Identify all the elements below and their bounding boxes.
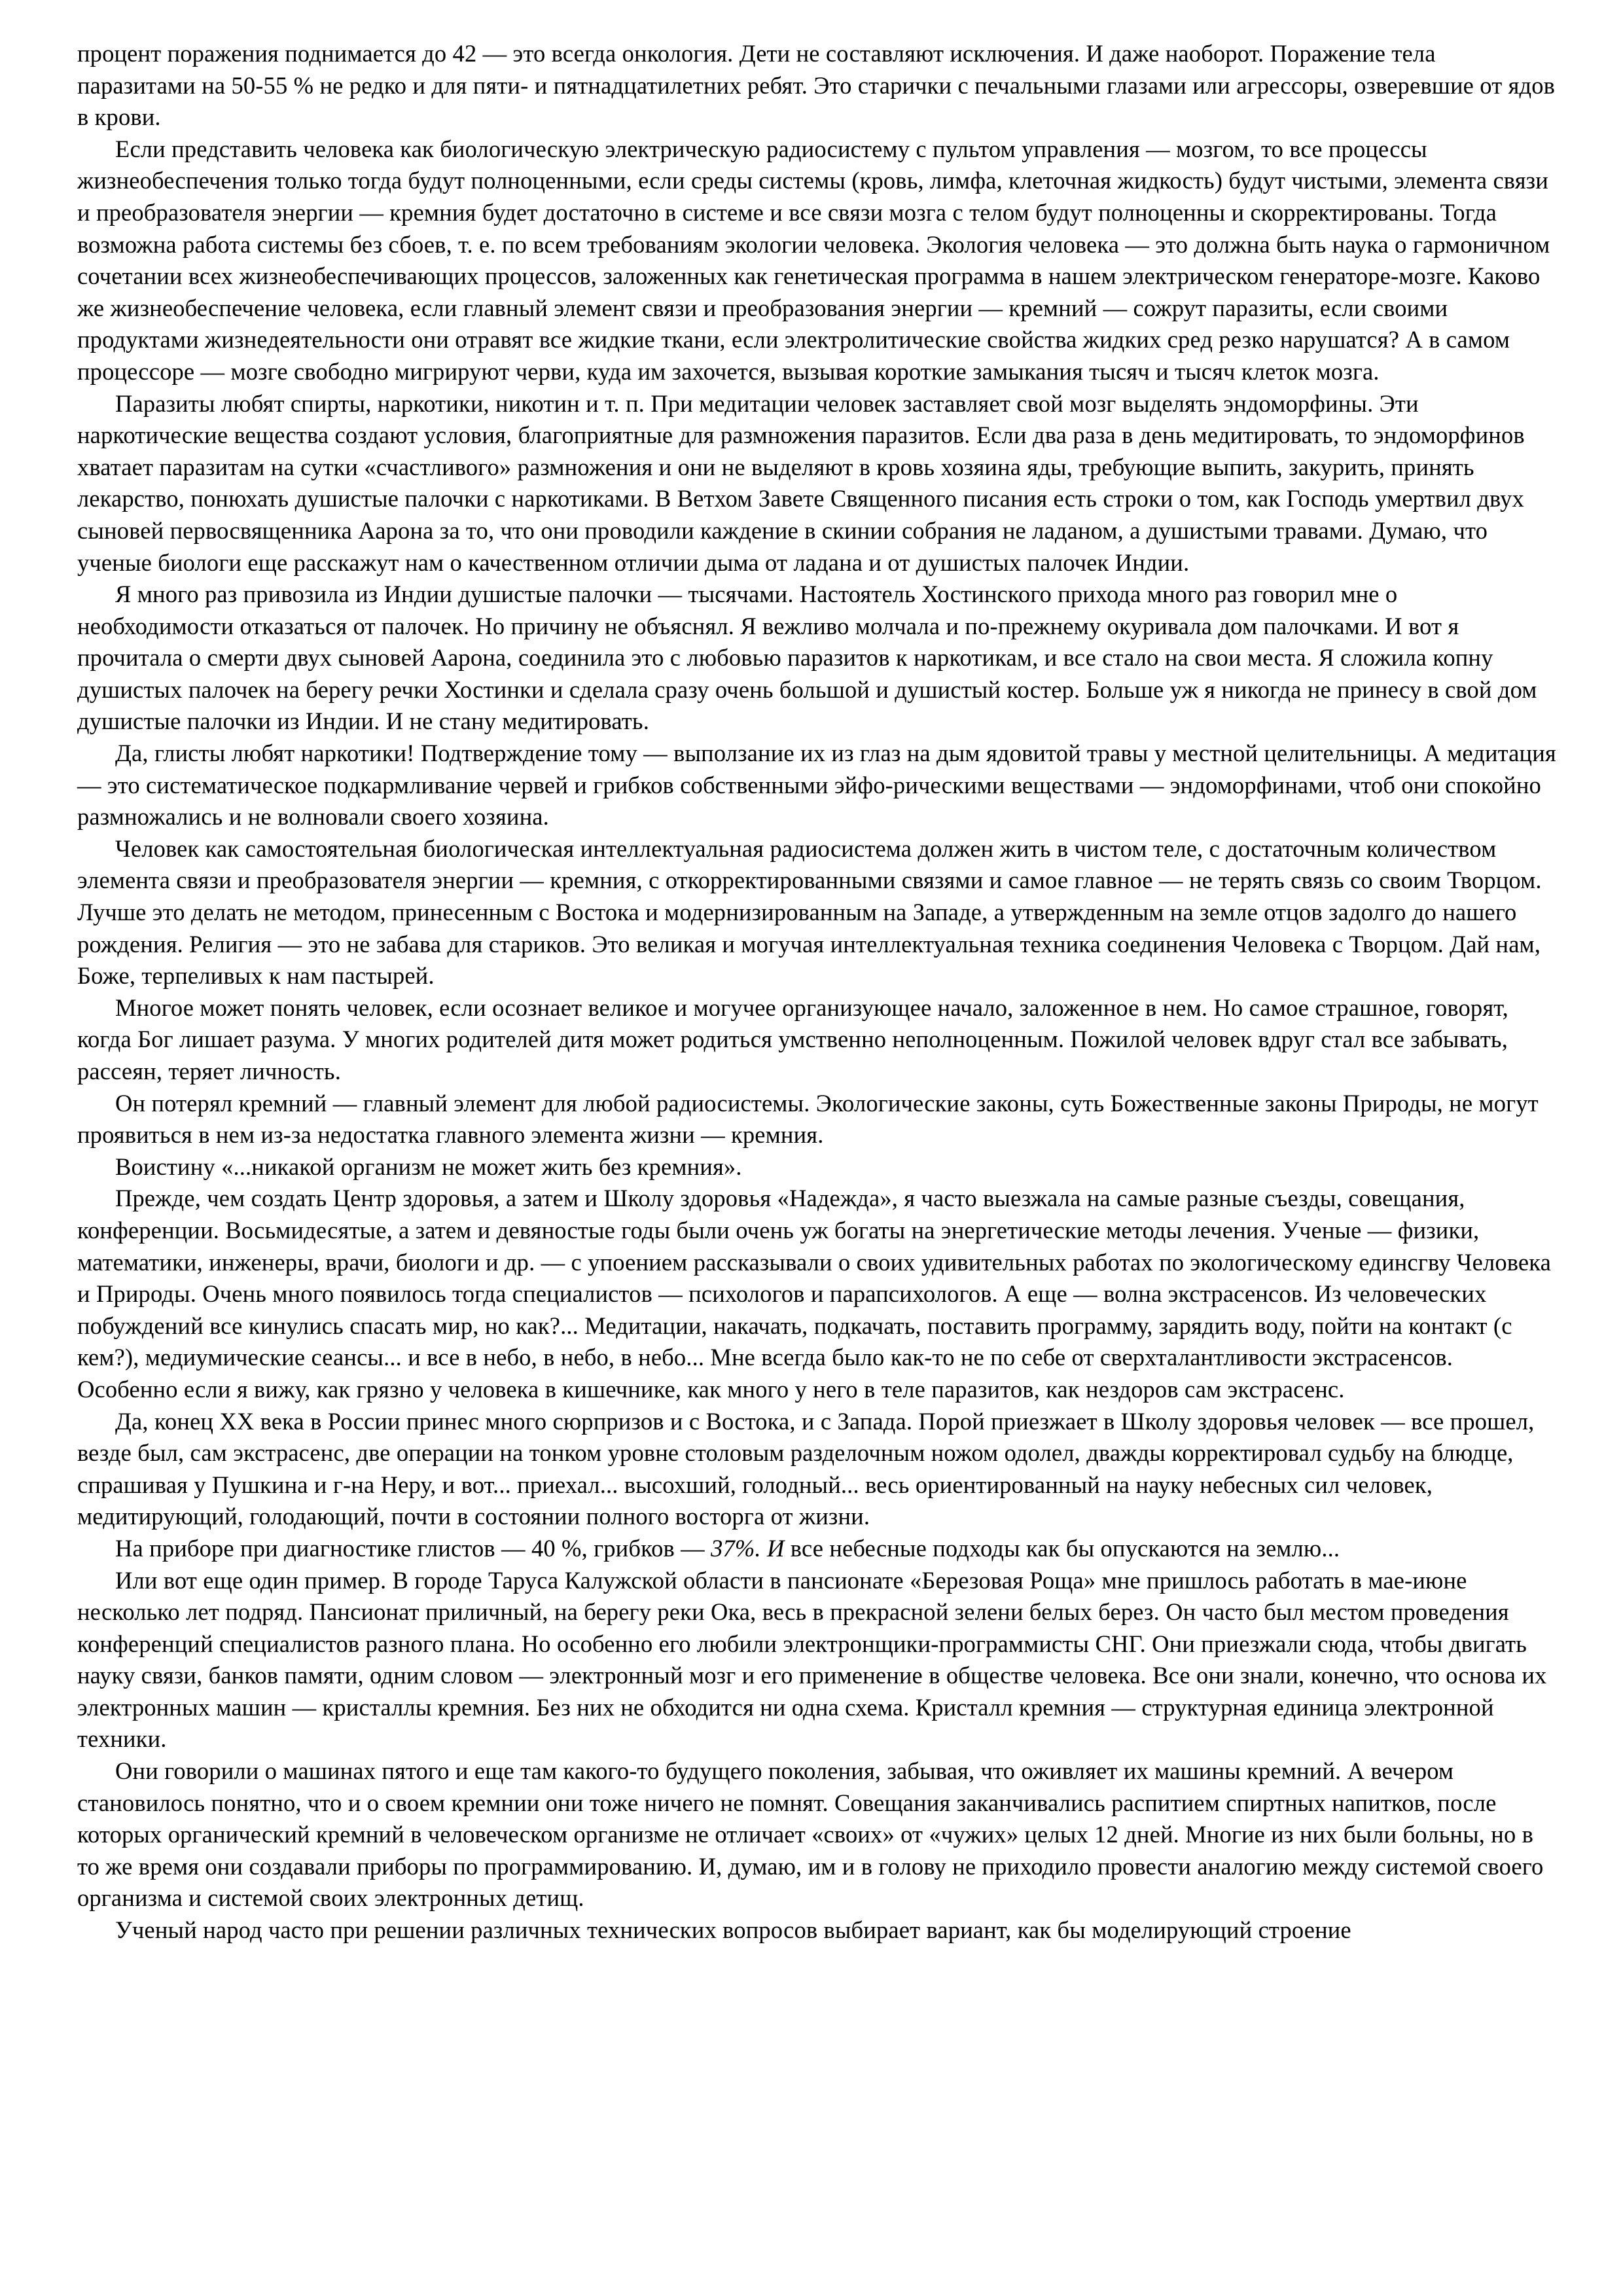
paragraph-10: Прежде, чем создать Центр здоровья, а затем и Школу здоровья «Надежда», я часто выезжала на самые разные съезды, совещания, конференции. Восьмидесятые, а затем и девяностые годы были очень уж богаты на энергетические методы лечения. Ученые — физики, математики, инженеры, врачи, биологи и др. — с упоением рассказывали о своих удивительных работах по экологическому единсгву Человека и Природы. Очень много появилось тогда специалистов — психологов и парапсихологов. А еще — волна экстрасенсов. Из человеческих побуждений все кинулись спасать мир, но как?... Медитации, накачать, подкачать, поставить программу, зарядить воду, пойти на контакт (с кем?), медиумические сеансы... и все в небо, в небо, в небо... Мне всегда было как-то не по себе от сверхталантливости экстрасенсов. Особенно если я вижу, как грязно у человека в кишечнике, как много у него в теле паразитов, как нездоров сам экстрасенс. [77,1185,1551,1403]
paragraph-12-text-after: все небесные подходы как бы опускаются на землю... [784,1534,1340,1562]
paragraph-3: Паразиты любят спирты, наркотики, никотин и т. п. При медитации человек заставляет свой мозг выделять эндоморфины. Эти наркотические вещества создают условия, благоприятные для размножения паразитов. Если два раза в день медитировать, то эндоморфинов хватает паразитам на сутки «счастливого» размножения и они не выделяют в кровь хозяина яды, требующие выпить, закурить, принять лекарство, понюхать душистые палочки с наркотиками. В Ветхом Завете Священного писания есть строки о том, как Господь умертвил двух сыновей первосвященника Аарона за то, что они проводили каждение в скинии собрания не ладаном, а душистыми травами. Думаю, что ученые биологи еще расскажут нам о качественном отличии дыма от ладана и от душистых палочек Индии. [77,389,1525,576]
paragraph-12-italic-text: 37%. И [711,1534,785,1562]
paragraph-11: Да, конец XX века в России принес много сюрпризов и с Востока, и с Запада. Порой приезжает в Школу здоровья человек — все прошел, везде был, сам экстрасенс, две операции на тонком уровне столовым разделочным ножом одолел, дважды корректировал судьбу на блюдце, спрашивая у Пушкина и г-на Неру, и вот... приехал... высохший, голодный... весь ориентированный на науку небесных сил человек, медитирующий, голодающий, почти в состоянии полного восторга от жизни. [77,1407,1535,1530]
paragraph-13: Или вот еще один пример. В городе Таруса Калужской области в пансионате «Березовая Роща» мне пришлось работать в мае-июне несколько лет подряд. Пансионат приличный, на берегу реки Ока, весь в прекрасной зелени белых берез. Он часто был местом проведения конференций специалистов разного плана. Но особенно его любили электронщики-программисты СНГ. Они приезжали сюда, чтобы двигать науку связи, банков памяти, одним словом — электронный мозг и его применение в обществе человека. Все они знали, конечно, что основа их электронных машин — кристаллы кремния. Без них не обходится ни одна схема. Кристалл кремния — структурная единица электронной техники. [77,1566,1547,1753]
paragraph-6: Человек как самостоятельная биологическая интеллектуальная радиосистема должен жить в чистом теле, с достаточным количеством элемента связи и преобразователя энергии — кремния, с откорректированными связями и самое главное — не терять связь со своим Творцом. Лучше это делать не методом, принесенным с Востока и модернизированным на Западе, а утвержденным на земле отцов задолго до нашего рождения. Религия — это не забава для стариков. Это великая и могучая интеллектуальная техника соединения Человека с Творцом. Дай нам, Боже, терпеливых к нам пастырей. [77,834,1542,990]
paragraph-14: Они говорили о машинах пятого и еще там какого-то будущего поколения, забывая, что оживляет их машины кремний. А вечером становилось понятно, что и о своем кремнии они тоже ничего не помнят. Совещания заканчивались распитием спиртных напитков, после которых органический кремний в человеческом организме не отличает «своих» от «чужих» целых 12 дней. Многие из них были больны, но в то же время они создавали приборы по программированию. И, думаю, им и в голову не приходило провести аналогию между системой своего организма и системой своих электронных детищ. [77,1757,1544,1912]
document-page [77,38,1559,1946]
paragraph-2: Если представить человека как биологическую электрическую радиосистему с пультом управления — мозгом, то все процессы жизнеобеспечения только тогда будут полноценными, если среды системы (кровь, лимфа, клеточная жидкость) будут чистыми, элемента связи и преобразователя энергии — кремния будет достаточно в системе и все связи мозга с телом будут полноценны и скорректированы. Тогда возможна работа системы без сбоев, т. е. по всем требованиям экологии человека. Экология человека — это должна быть наука о гармоничном сочетании всех жизнеобеспечивающих процессов, заложенных как генетическая программа в нашем электрическом генераторе-мозге. Каково же жизнеобеспечение человека, если главный элемент связи и преобразования энергии — кремний — сожрут паразиты, если своими продуктами жизнедеятельности они отравят все жидкие ткани, если электролитические свойства жидких сред резко нарушатся? А в самом процессоре — мозге свободно мигрируют черви, куда им захочется, вызывая короткие замыкания тысяч и тысяч клеток мозга. [77,135,1550,385]
paragraph-5: Да, глисты любят наркотики! Подтверждение тому — выползание их из глаз на дым ядовитой травы у местной целительницы. А медитация — это систематическое подкармливание червей и грибков собственными эйфо-рическими веществами — эндоморфинами, чтоб они спокойно размножались и не волновали своего хозяина. [77,740,1556,831]
paragraph-15: Ученый народ часто при решении различных технических вопросов выбирает вариант, как бы моделирующий строение [115,1916,1351,1944]
paragraph-12 [77,1533,1559,1565]
paragraph-4: Я много раз привозила из Индии душистые палочки — тысячами. Настоятель Хостинского прихода много раз говорил мне о необходимости отказаться от палочек. Но причину не объяснял. Я вежливо молчала и по-прежнему окуривала дом палочками. И вот я прочитала о смерти двух сыновей Аарона, соединила это с любовью паразитов к наркотикам, и все стало на свои места. Я сложила копну душистых палочек на берегу речки Хостинки и сделала сразу очень большой и душистый костер. Больше уж я никогда не принесу в свой дом душистые палочки из Индии. И не стану медитировать. [77,581,1537,735]
paragraph-12-text-before: На приборе при диагностике глистов — 40 %, грибков — [115,1534,711,1562]
paragraph-8: Он потерял кремний — главный элемент для любой радиосистемы. Экологические законы, суть Божественные законы Природы, не могут проявиться в нем из-за недостатка главного элемента жизни — кремния. [77,1089,1539,1149]
paragraph-9: Воистину «...никакой организм не может жить без кремния». [115,1153,742,1180]
paragraph-7: Многое может понять человек, если осознает великое и могучее организующее начало, заложенное в нем. Но самое страшное, говорят, когда Бог лишает разума. У многих родителей дитя может родиться умственно неполноценным. Пожилой человек вдруг стал все забывать, рассеян, теряет личность. [77,994,1508,1085]
paragraph-1: процент поражения поднимается до 42 — это всегда онкология. Дети не составляют исключения. И даже наоборот. Поражение тела паразитами на 50-55 % не редко и для пяти- и пятнадцатилетних ребят. Это старички с печальными глазами или агрессоры, озверевшие от ядов в крови. [77,40,1556,131]
